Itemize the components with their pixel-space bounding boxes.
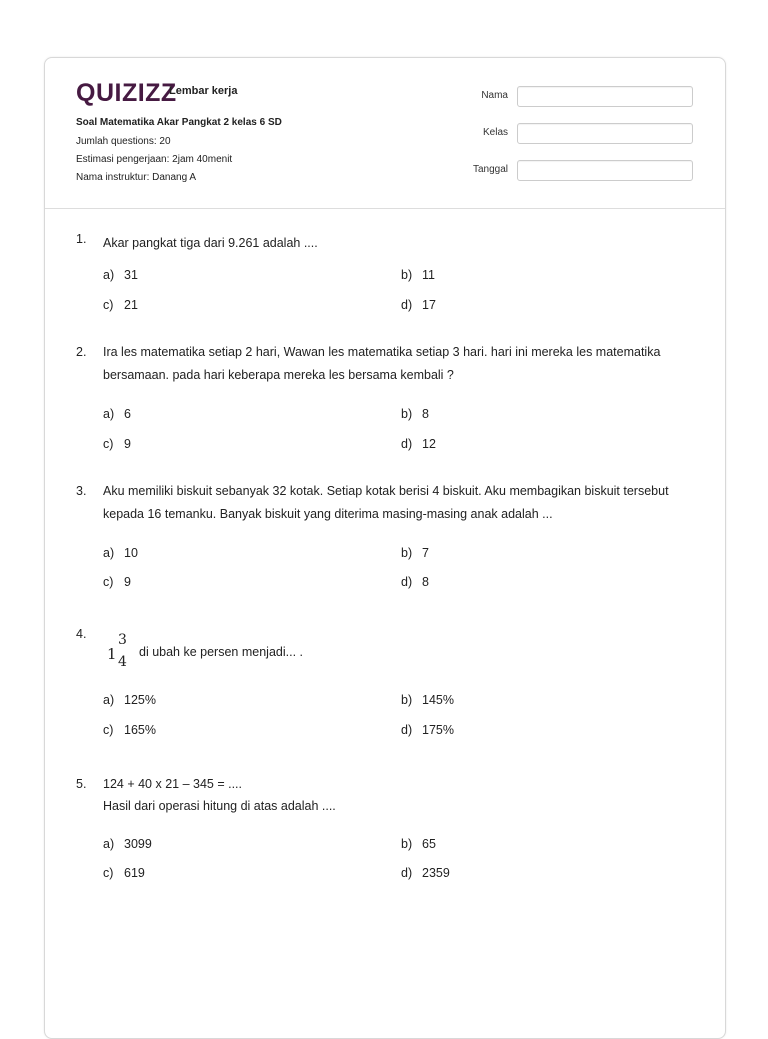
time-estimate: Estimasi pengerjaan: 2jam 40menit	[76, 154, 233, 165]
option-value: 9	[124, 437, 131, 451]
option-c[interactable]	[103, 866, 145, 880]
option-label: b)	[401, 693, 413, 707]
option-c[interactable]	[103, 298, 138, 312]
fraction-numerator: 3	[118, 632, 127, 648]
fraction-whole: 1	[107, 645, 117, 663]
date-label: Tanggal	[472, 164, 508, 175]
doc-type-label: Lembar kerja	[169, 85, 238, 97]
option-d[interactable]	[401, 723, 454, 737]
option-value: 175%	[422, 723, 454, 737]
option-b[interactable]	[401, 407, 429, 421]
option-c[interactable]	[103, 437, 131, 451]
option-b[interactable]	[401, 693, 454, 707]
option-value: 3099	[124, 837, 152, 851]
option-value: 9	[124, 575, 131, 589]
option-a[interactable]	[103, 407, 131, 421]
option-a[interactable]	[103, 546, 138, 560]
question-2	[76, 345, 696, 455]
question-3	[76, 484, 696, 594]
option-d[interactable]	[401, 298, 436, 312]
question-number: 2.	[76, 345, 87, 359]
option-value: 10	[124, 546, 138, 560]
option-a[interactable]	[103, 693, 156, 707]
option-a[interactable]	[103, 268, 138, 282]
option-b[interactable]	[401, 546, 429, 560]
question-number: 3.	[76, 484, 87, 498]
option-value: 2359	[422, 866, 450, 880]
option-label: a)	[103, 693, 115, 707]
option-label: c)	[103, 723, 114, 737]
option-value: 145%	[422, 693, 454, 707]
option-label: a)	[103, 407, 115, 421]
instructor-name: Nama instruktur: Danang A	[76, 172, 197, 183]
option-label: d)	[401, 298, 413, 312]
option-value: 165%	[124, 723, 156, 737]
question-count: Jumlah questions: 20	[76, 136, 171, 147]
option-b[interactable]	[401, 837, 436, 851]
option-c[interactable]	[103, 575, 131, 589]
option-label: c)	[103, 575, 114, 589]
option-label: d)	[401, 437, 413, 451]
question-5	[76, 777, 696, 887]
question-text-line2: Hasil dari operasi hitung di atas adalah ....	[103, 799, 336, 813]
question-text: di ubah ke persen menjadi... .	[139, 645, 303, 659]
class-label: Kelas	[482, 127, 508, 138]
option-d[interactable]	[401, 437, 436, 451]
date-field[interactable]	[517, 160, 693, 181]
option-d[interactable]	[401, 866, 450, 880]
fraction-denominator: 4	[118, 654, 127, 670]
option-value: 8	[422, 407, 429, 421]
option-value: 65	[422, 837, 436, 851]
question-4	[76, 627, 696, 747]
question-number: 4.	[76, 627, 87, 641]
worksheet-header	[45, 58, 725, 209]
question-number: 5.	[76, 777, 87, 791]
name-field[interactable]	[517, 86, 693, 107]
option-b[interactable]	[401, 268, 435, 282]
option-label: c)	[103, 298, 114, 312]
option-d[interactable]	[401, 575, 429, 589]
option-label: d)	[401, 866, 413, 880]
name-label: Nama	[481, 90, 508, 101]
question-1	[76, 232, 696, 322]
question-number: 1.	[76, 232, 87, 246]
option-label: b)	[401, 268, 413, 282]
option-value: 11	[422, 268, 435, 282]
worksheet-title: Soal Matematika Akar Pangkat 2 kelas 6 SD	[76, 117, 282, 128]
option-label: b)	[401, 407, 413, 421]
worksheet	[44, 57, 726, 1039]
option-label: c)	[103, 866, 114, 880]
option-label: d)	[401, 575, 413, 589]
option-value: 21	[124, 298, 138, 312]
option-label: c)	[103, 437, 114, 451]
option-value: 17	[422, 298, 436, 312]
option-value: 12	[422, 437, 436, 451]
option-value: 125%	[124, 693, 156, 707]
option-c[interactable]	[103, 723, 156, 737]
question-text: Aku memiliki biskuit sebanyak 32 kotak. Setiap kotak berisi 4 biskuit. Aku membagikan biskuit tersebut kepada 16 temanku. Banyak biskuit yang diterima masing-masing anak adalah ...	[103, 484, 669, 521]
option-value: 6	[124, 407, 131, 421]
class-field[interactable]	[517, 123, 693, 144]
question-text: 124 + 40 x 21 – 345 = ....	[103, 777, 242, 791]
question-text: Akar pangkat tiga dari 9.261 adalah ....	[103, 236, 318, 250]
option-label: a)	[103, 546, 115, 560]
question-text: Ira les matematika setiap 2 hari, Wawan les matematika setiap 3 hari. hari ini mereka les matematika bersamaan. pada hari keberapa mereka les bersama kembali ?	[103, 345, 661, 382]
option-label: a)	[103, 268, 115, 282]
option-value: 8	[422, 575, 429, 589]
option-a[interactable]	[103, 837, 152, 851]
option-label: d)	[401, 723, 413, 737]
option-label: b)	[401, 837, 413, 851]
option-label: a)	[103, 837, 115, 851]
quizizz-logo: QUIZIZZ	[76, 79, 177, 107]
option-label: b)	[401, 546, 413, 560]
option-value: 31	[124, 268, 138, 282]
option-value: 619	[124, 866, 145, 880]
option-value: 7	[422, 546, 429, 560]
